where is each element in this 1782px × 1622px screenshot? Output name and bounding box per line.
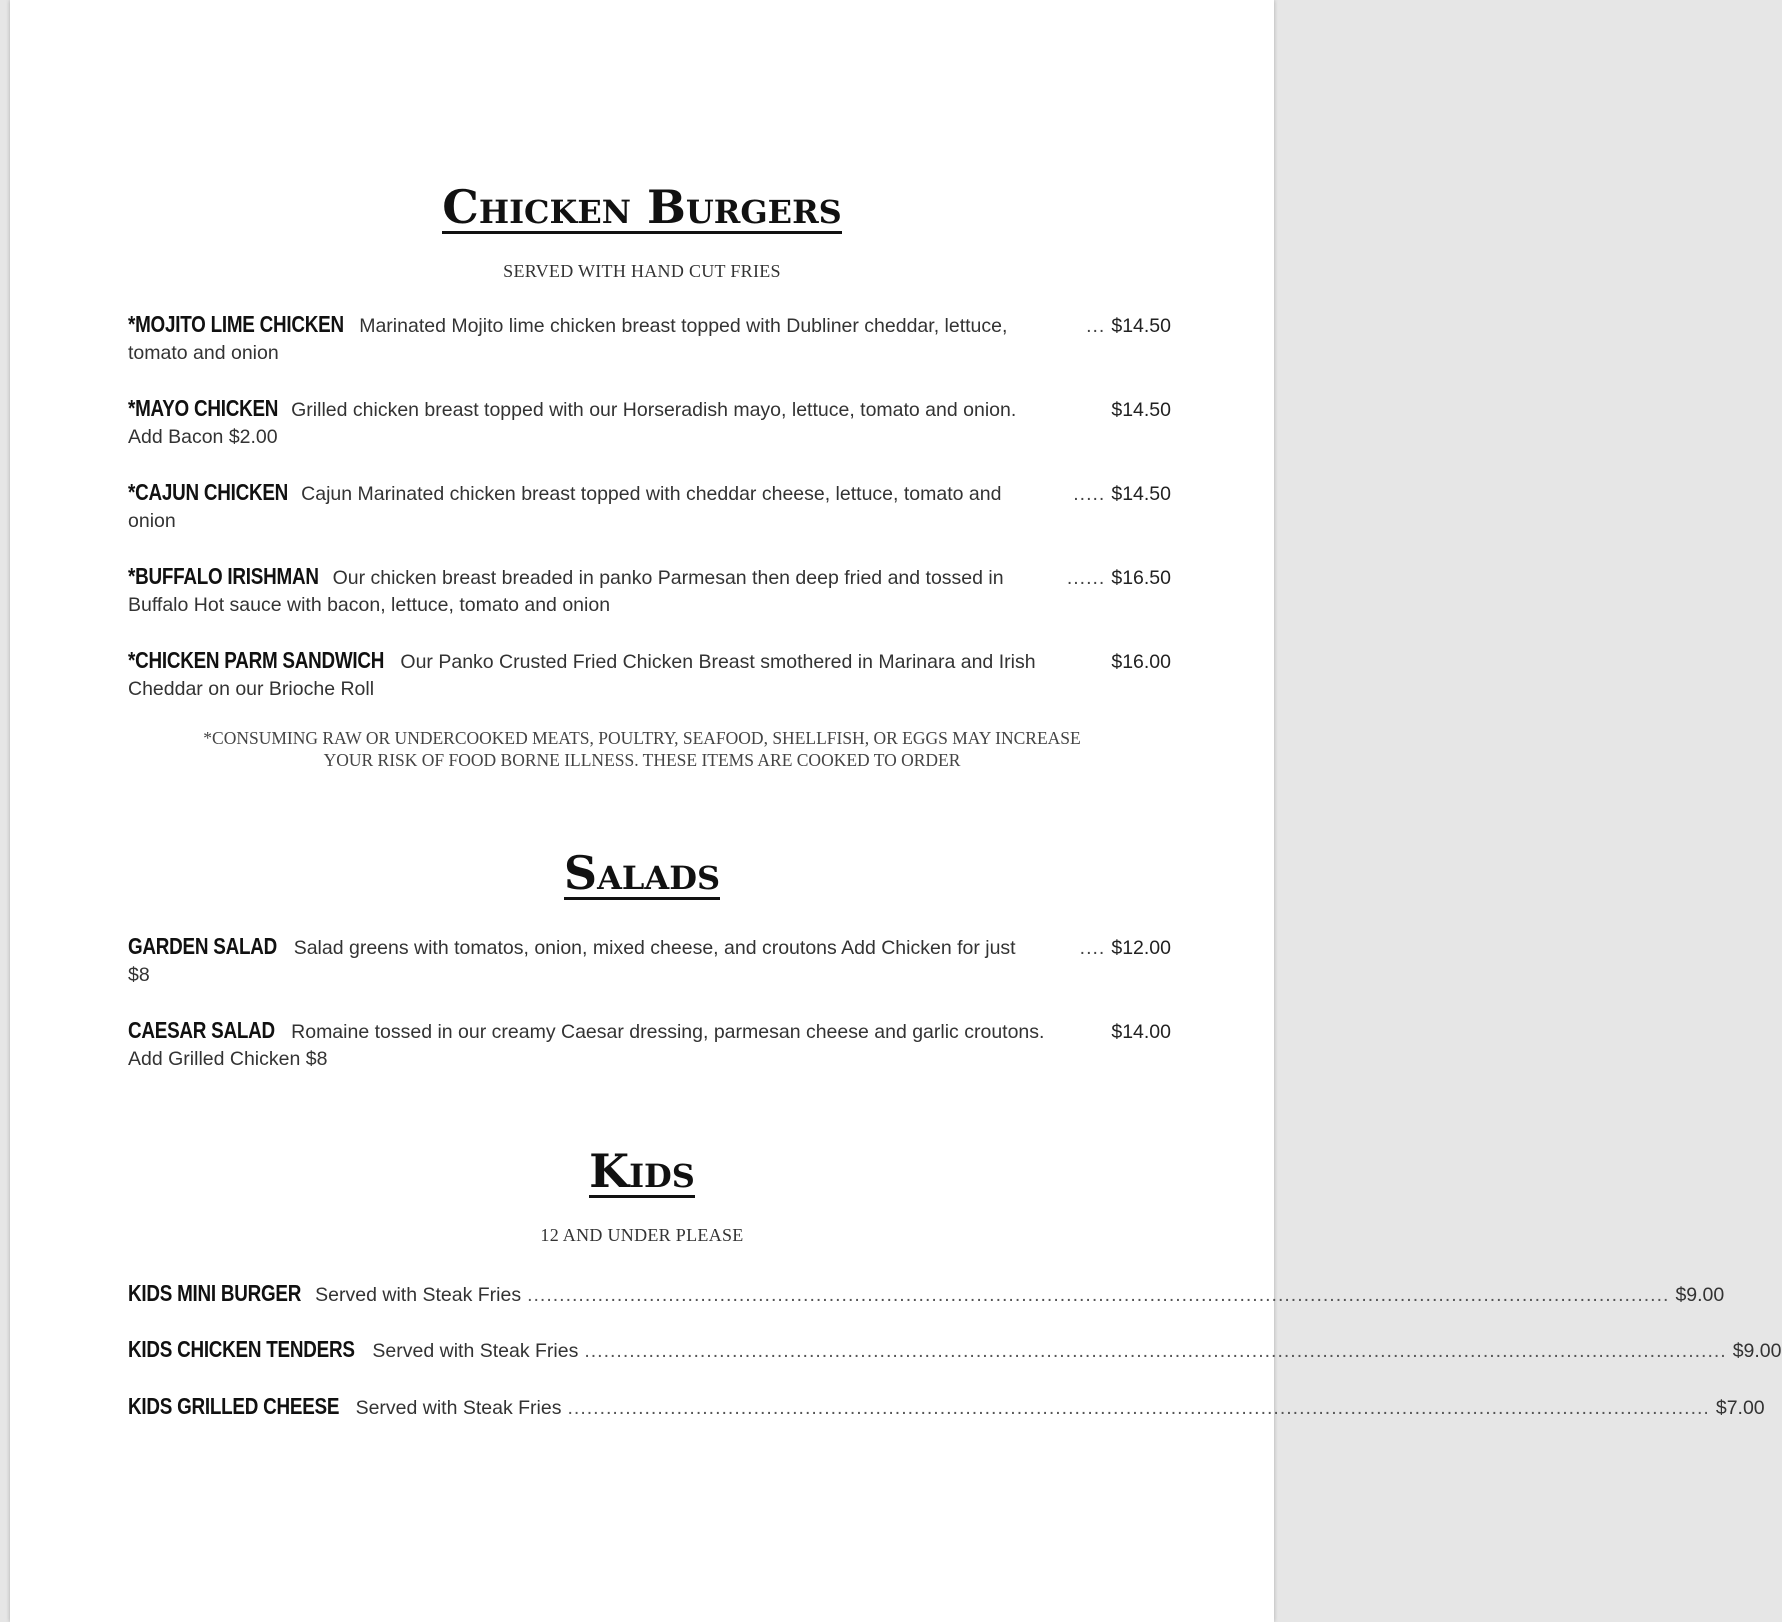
menu-item <box>128 647 1171 703</box>
item-description: Marinated Mojito lime chicken breast topped with Dubliner cheddar, lettuce, <box>359 315 1008 337</box>
item-price: $14.00 <box>1111 1021 1171 1043</box>
section-subtitle-chicken-burgers: SERVED WITH HAND CUT FRIES <box>503 261 781 281</box>
item-description-continued: Cheddar on our Brioche Roll <box>128 678 375 700</box>
item-leader: ... <box>1086 315 1106 337</box>
item-description: Salad greens with tomatos, onion, mixed cheese, and croutons Add Chicken for just <box>293 937 1016 959</box>
menu-item <box>128 395 1171 451</box>
menu-item <box>128 563 1171 619</box>
menu-item <box>128 311 1171 367</box>
menu-item <box>128 479 1171 535</box>
kids-menu-item <box>128 1280 1725 1307</box>
section-title-text: Kids <box>589 1144 695 1198</box>
item-name: KIDS GRILLED CHEESE <box>128 1393 340 1419</box>
food-safety-notice <box>10 727 1274 771</box>
notice-line: *CONSUMING RAW OR UNDERCOOKED MEATS, POULTRY, SEAFOOD, SHELLFISH, OR EGGS MAY INCREASE <box>203 728 1081 748</box>
item-price: $14.50 <box>1111 315 1171 337</box>
item-description-continued: tomato and onion <box>128 342 279 364</box>
section-title-text: Salads <box>563 846 721 900</box>
item-name: KIDS CHICKEN TENDERS <box>128 1336 355 1362</box>
item-leader: .... <box>1079 937 1106 959</box>
dot-leader: .................................................................................................................................................................................. <box>527 1284 1670 1306</box>
item-leader: ...... <box>1066 567 1106 589</box>
item-name: *BUFFALO IRISHMAN <box>128 563 319 589</box>
section-title-kids <box>10 1144 1274 1198</box>
section-title-text: Chicken Burgers <box>442 180 842 234</box>
dot-leader: .................................................................................................................................................................................. <box>584 1340 1727 1362</box>
item-name: *MOJITO LIME CHICKEN <box>128 311 344 337</box>
menu-page <box>10 0 1782 1622</box>
section-subtitle-kids: 12 AND UNDER PLEASE <box>540 1225 744 1245</box>
item-description: Served with Steak Fries <box>372 1340 579 1362</box>
dot-leader: .................................................................................................................................................................................. <box>567 1397 1710 1419</box>
item-description-continued: Add Bacon $2.00 <box>128 426 278 448</box>
item-description: Our Panko Crusted Fried Chicken Breast smothered in Marinara and Irish <box>400 651 1036 673</box>
section-title-chicken-burgers <box>10 180 1274 234</box>
item-price: $16.50 <box>1111 567 1171 589</box>
notice-line: YOUR RISK OF FOOD BORNE ILLNESS. THESE ITEMS ARE COOKED TO ORDER <box>323 750 961 770</box>
item-price: $12.00 <box>1111 937 1171 959</box>
item-description-continued: $8 <box>128 964 150 986</box>
item-description: Romaine tossed in our creamy Caesar dressing, parmesan cheese and garlic croutons. <box>291 1021 1045 1043</box>
item-price: $9.00 <box>1732 1340 1782 1362</box>
item-price: $9.00 <box>1675 1284 1725 1306</box>
section-title-salads <box>10 846 1274 900</box>
item-name: *CHICKEN PARM SANDWICH <box>128 647 385 673</box>
item-description-continued: Add Grilled Chicken $8 <box>128 1048 328 1070</box>
item-name: GARDEN SALAD <box>128 933 277 959</box>
kids-menu-item <box>128 1336 1782 1363</box>
item-price: $16.00 <box>1111 651 1171 673</box>
item-price: $14.50 <box>1111 483 1171 505</box>
kids-menu-item <box>128 1393 1765 1420</box>
item-price: $7.00 <box>1715 1397 1765 1419</box>
item-description-continued: Buffalo Hot sauce with bacon, lettuce, tomato and onion <box>128 594 611 616</box>
menu-item <box>128 1017 1171 1073</box>
menu-item <box>128 933 1171 989</box>
item-description: Served with Steak Fries <box>315 1284 522 1306</box>
item-name: CAESAR SALAD <box>128 1017 275 1043</box>
item-description: Served with Steak Fries <box>355 1397 562 1419</box>
item-name: *CAJUN CHICKEN <box>128 479 289 505</box>
item-name: *MAYO CHICKEN <box>128 395 279 421</box>
item-name: KIDS MINI BURGER <box>128 1280 302 1306</box>
item-description: Cajun Marinated chicken breast topped with cheddar cheese, lettuce, tomato and <box>301 483 1002 505</box>
item-price: $14.50 <box>1111 399 1171 421</box>
item-description: Grilled chicken breast topped with our Horseradish mayo, lettuce, tomato and onion. <box>291 399 1017 421</box>
item-description-continued: onion <box>128 510 176 532</box>
item-leader: ..... <box>1073 483 1106 505</box>
item-description: Our chicken breast breaded in panko Parmesan then deep fried and tossed in <box>332 567 1004 589</box>
